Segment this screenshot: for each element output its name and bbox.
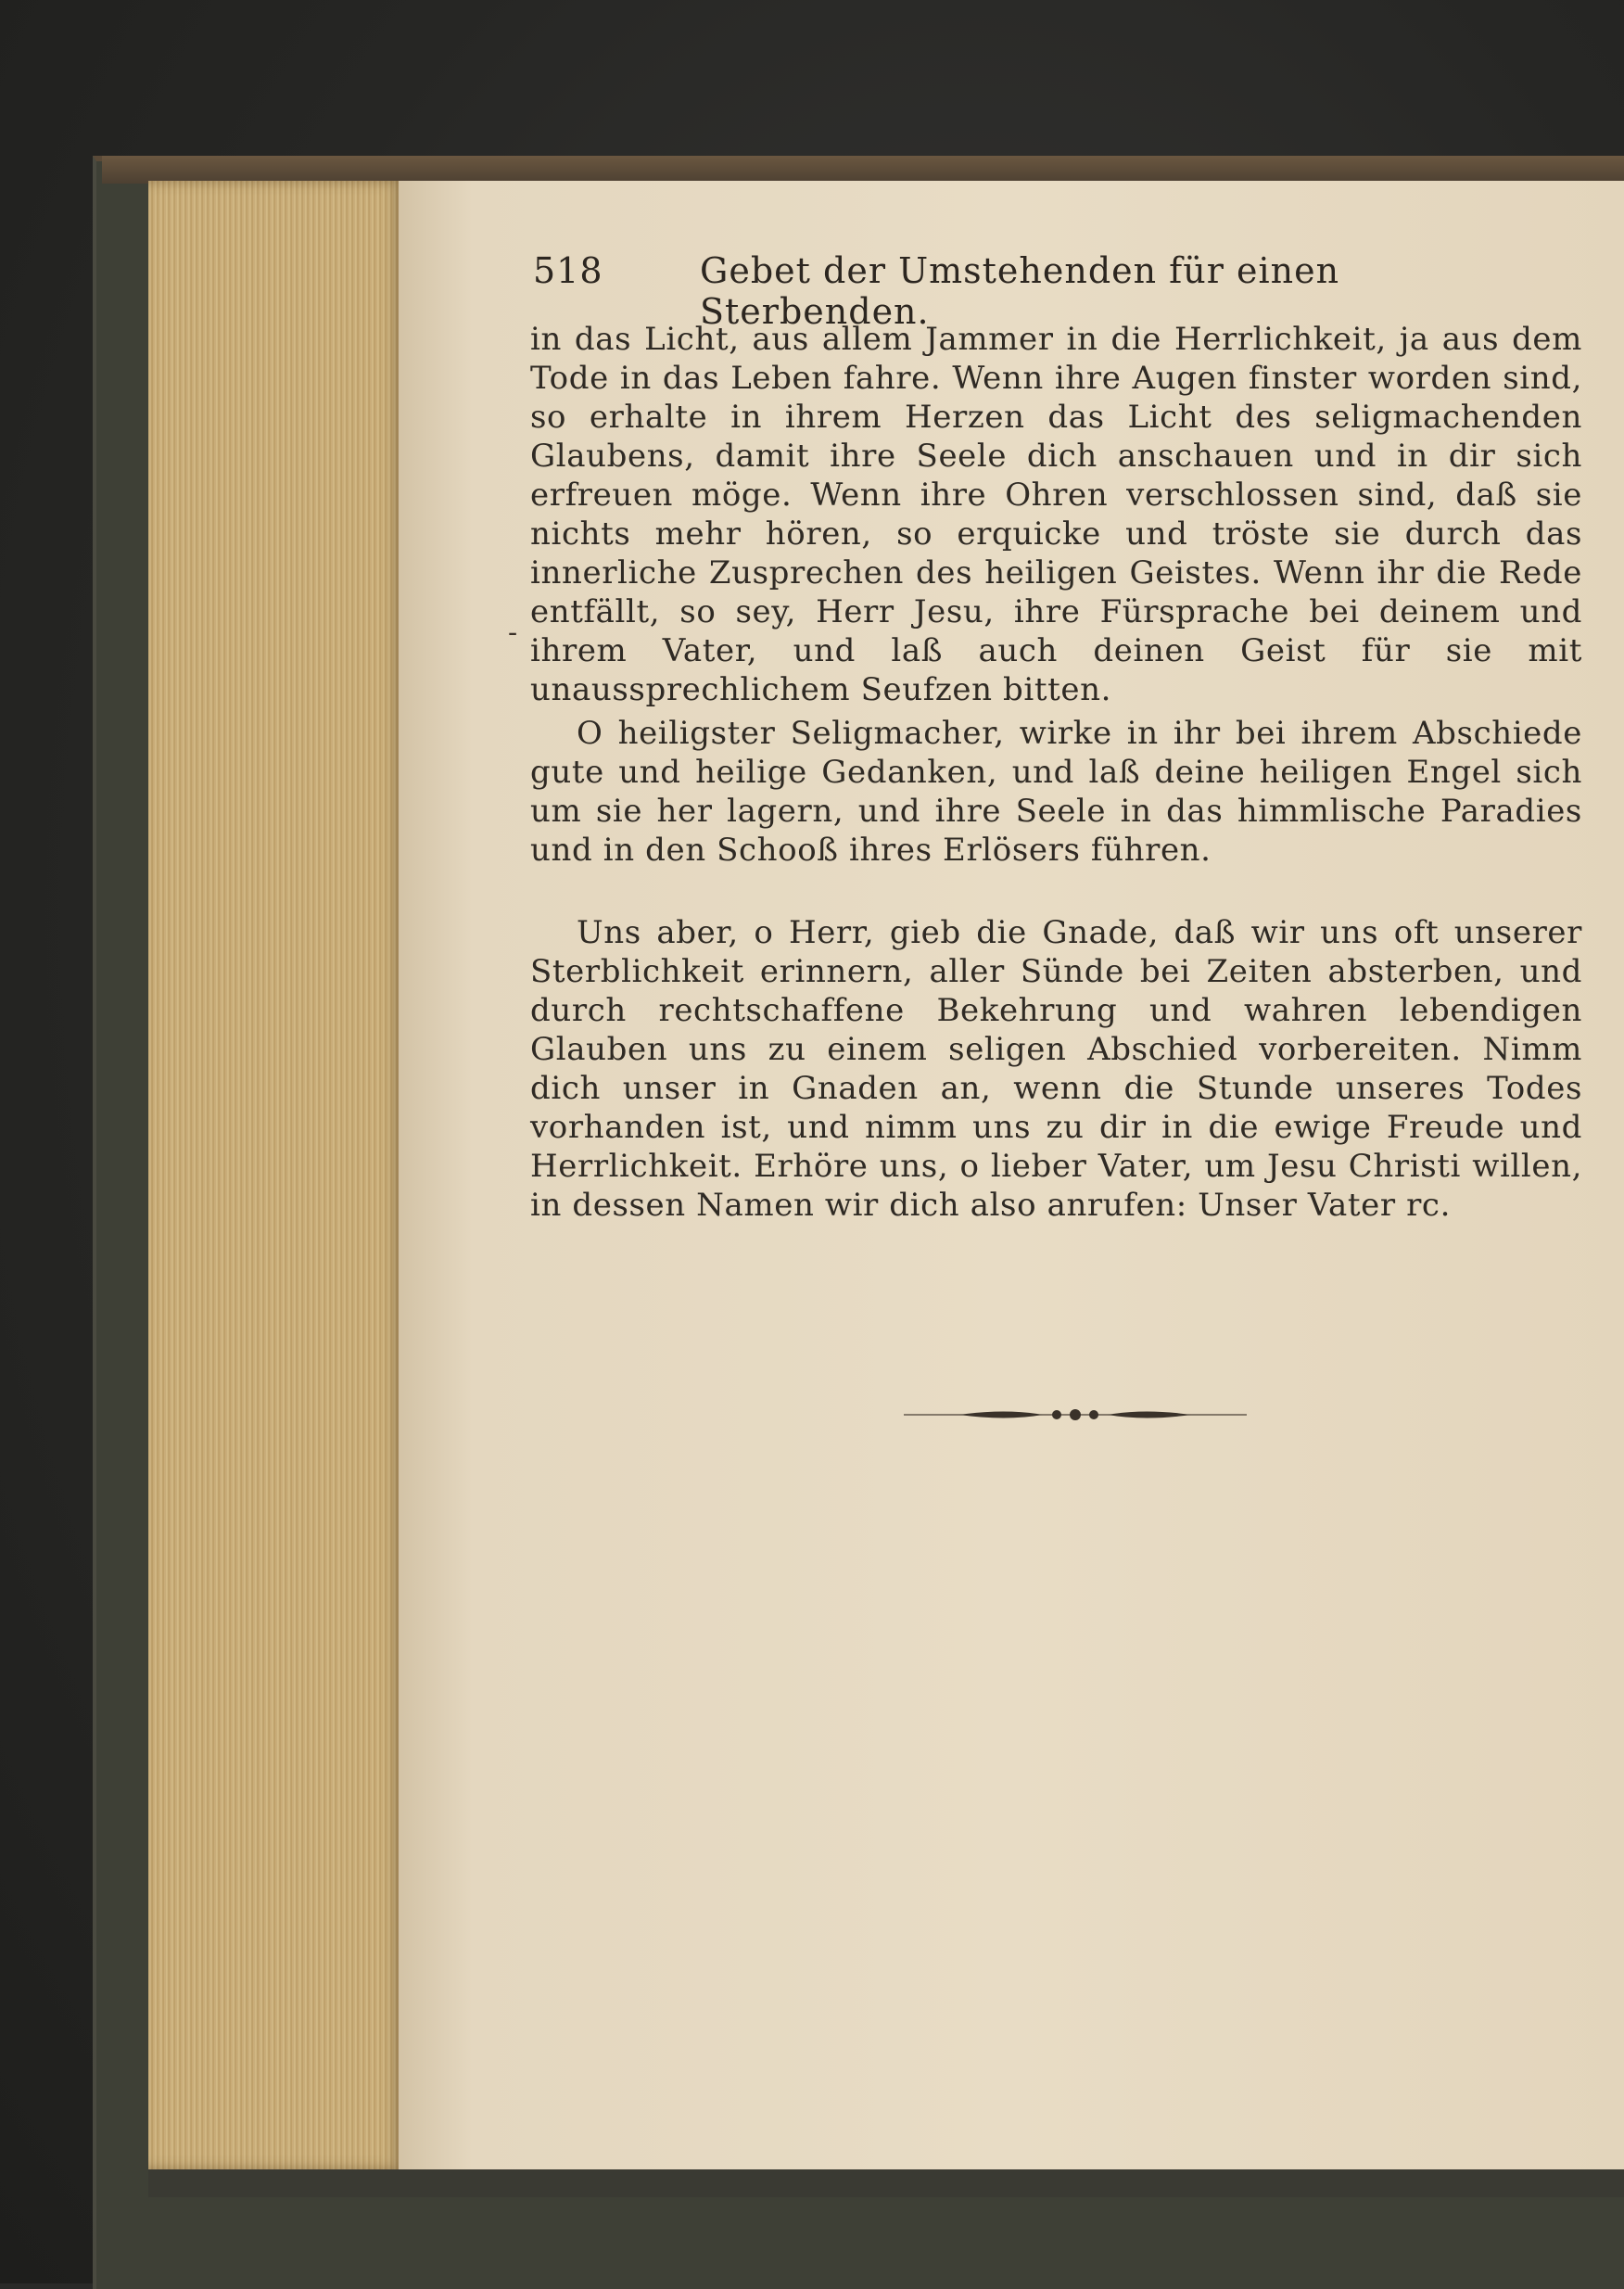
cover-top-edge [102, 156, 1624, 184]
running-title: Gebet der Umstehenden für einen Sterbenden. [700, 250, 1340, 332]
gilt-page-edges [148, 181, 403, 2169]
page-header [533, 250, 1580, 332]
margin-mark: - [508, 617, 518, 649]
page-bottom-shadow [148, 2169, 1624, 2197]
paragraph-2: O heiligster Seligmacher, wirke in ihr bei ihrem Abschiede gute und heilige Gedanken, und laß deine heiligen Engel sich um sie her lagern, und ihre Seele in das himmlische Paradies und in den Schooß ihres Erlösers führen. [530, 715, 1582, 869]
paragraph-3: Uns aber, o Herr, gieb die Gnade, daß wir uns oft unserer Sterblichkeit erinnern, aller Sünde bei Zeiten absterben, und durch rechtschaffene Bekehrung und wahren lebendigen Glauben uns zu einem seligen Abschied vorbereiten. Nimm dich unser in Gnaden an, wenn die Stunde unseres Todes vorhanden ist, und nimm uns zu dir in die ewige Freude und Herrlichkeit. Erhöre uns, o lieber Vater, um Jesu Christi willen, in dessen Namen wir dich also anrufen: Unser Vater rc. [530, 914, 1582, 1224]
paragraph-1: in das Licht, aus allem Jammer in die Herrlichkeit, ja aus dem Tode in das Leben fahre. Wenn ihre Augen finster worden sind, so erhalte in ihrem Herzen das Licht des seligmachenden Glaubens, damit ihre Seele dich anschauen und in dir sich erfreuen möge. Wenn ihre Ohren verschlossen sind, daß sie nichts mehr hören, so erquicke und tröste sie durch das innerliche Zusprechen des heiligen Geistes. Wenn ihr die Rede entfällt, so sey, Herr Jesu, ihre Fürsprache bei deinem und ihrem Vater, und laß auch deinen Geist für sie mit unaussprechlichem Seufzen bitten. [530, 321, 1582, 708]
page-number: 518 [533, 250, 603, 291]
ornament-divider-icon [904, 1405, 1247, 1425]
